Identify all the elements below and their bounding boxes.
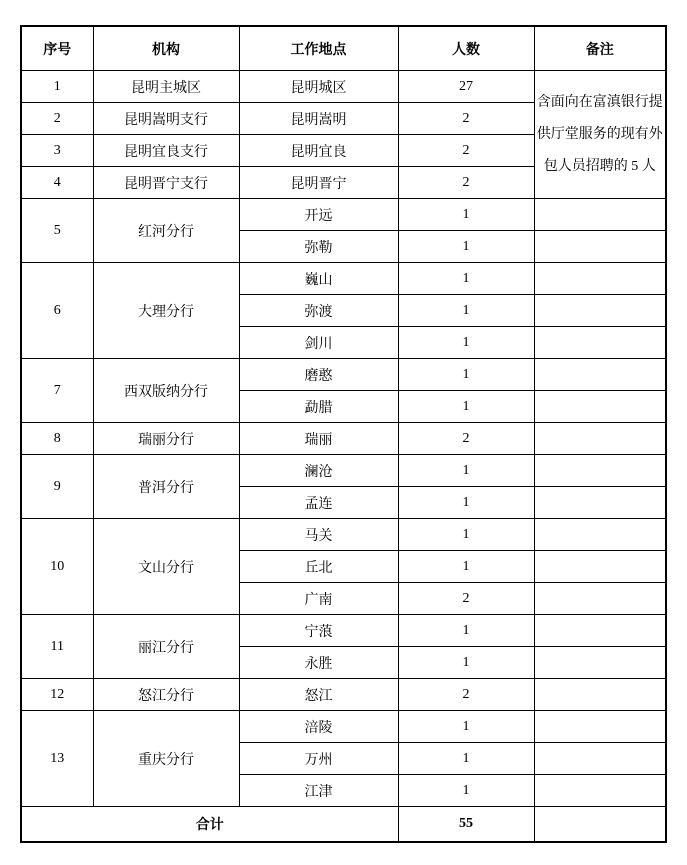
- work-location-cell: 勐腊: [239, 391, 398, 423]
- serial-cell: 2: [21, 103, 93, 135]
- work-location-cell: 磨憨: [239, 359, 398, 391]
- serial-cell: 11: [21, 615, 93, 679]
- headcount-cell: 2: [398, 583, 534, 615]
- table-row: [21, 519, 666, 551]
- work-location-cell: 永胜: [239, 647, 398, 679]
- remark-empty-cell: [534, 199, 666, 231]
- column-header-0: 序号: [21, 26, 93, 71]
- work-location-cell: 弥勒: [239, 231, 398, 263]
- headcount-cell: 1: [398, 551, 534, 583]
- headcount-cell: 1: [398, 519, 534, 551]
- organization-cell: 西双版纳分行: [93, 359, 239, 423]
- headcount-cell: 1: [398, 295, 534, 327]
- remark-empty-cell: [534, 551, 666, 583]
- column-header-3: 人数: [398, 26, 534, 71]
- organization-cell: 昆明宜良支行: [93, 135, 239, 167]
- total-label-cell: 合计: [21, 807, 398, 842]
- headcount-cell: 1: [398, 327, 534, 359]
- headcount-cell: 1: [398, 263, 534, 295]
- headcount-cell: 2: [398, 423, 534, 455]
- headcount-cell: 1: [398, 391, 534, 423]
- organization-cell: 昆明主城区: [93, 71, 239, 103]
- work-location-cell: 昆明宜良: [239, 135, 398, 167]
- remark-empty-cell: [534, 359, 666, 391]
- work-location-cell: 丘北: [239, 551, 398, 583]
- work-location-cell: 马关: [239, 519, 398, 551]
- headcount-cell: 1: [398, 647, 534, 679]
- table-row: [21, 423, 666, 455]
- organization-cell: 大理分行: [93, 263, 239, 359]
- work-location-cell: 涪陵: [239, 711, 398, 743]
- remark-empty-cell: [534, 775, 666, 807]
- remark-empty-cell: [534, 455, 666, 487]
- work-location-cell: 江津: [239, 775, 398, 807]
- headcount-cell: 1: [398, 455, 534, 487]
- organization-cell: 文山分行: [93, 519, 239, 615]
- recruitment-table: [20, 25, 667, 843]
- organization-cell: 怒江分行: [93, 679, 239, 711]
- work-location-cell: 瑞丽: [239, 423, 398, 455]
- organization-cell: 普洱分行: [93, 455, 239, 519]
- table-row: [21, 359, 666, 391]
- organization-cell: 重庆分行: [93, 711, 239, 807]
- headcount-cell: 1: [398, 711, 534, 743]
- remark-empty-cell: [534, 647, 666, 679]
- table-row: [21, 615, 666, 647]
- work-location-cell: 剑川: [239, 327, 398, 359]
- table-header-row: [21, 26, 666, 71]
- headcount-cell: 1: [398, 615, 534, 647]
- work-location-cell: 广南: [239, 583, 398, 615]
- remark-empty-cell: [534, 807, 666, 842]
- work-location-cell: 弥渡: [239, 295, 398, 327]
- work-location-cell: 万州: [239, 743, 398, 775]
- headcount-cell: 1: [398, 231, 534, 263]
- table-row: [21, 711, 666, 743]
- column-header-1: 机构: [93, 26, 239, 71]
- organization-cell: 瑞丽分行: [93, 423, 239, 455]
- headcount-cell: 1: [398, 359, 534, 391]
- table-footer-row: [21, 807, 666, 842]
- serial-cell: 1: [21, 71, 93, 103]
- serial-cell: 8: [21, 423, 93, 455]
- headcount-cell: 2: [398, 103, 534, 135]
- remark-empty-cell: [534, 519, 666, 551]
- serial-cell: 10: [21, 519, 93, 615]
- organization-cell: 丽江分行: [93, 615, 239, 679]
- table-row: [21, 263, 666, 295]
- remark-empty-cell: [534, 263, 666, 295]
- remark-empty-cell: [534, 423, 666, 455]
- organization-cell: 昆明嵩明支行: [93, 103, 239, 135]
- serial-cell: 5: [21, 199, 93, 263]
- work-location-cell: 宁蒗: [239, 615, 398, 647]
- remark-empty-cell: [534, 583, 666, 615]
- serial-cell: 12: [21, 679, 93, 711]
- serial-cell: 3: [21, 135, 93, 167]
- work-location-cell: 开远: [239, 199, 398, 231]
- work-location-cell: 怒江: [239, 679, 398, 711]
- remark-empty-cell: [534, 615, 666, 647]
- serial-cell: 7: [21, 359, 93, 423]
- headcount-cell: 2: [398, 135, 534, 167]
- remark-empty-cell: [534, 295, 666, 327]
- remark-empty-cell: [534, 679, 666, 711]
- work-location-cell: 孟连: [239, 487, 398, 519]
- headcount-cell: 1: [398, 487, 534, 519]
- table-row: [21, 71, 666, 103]
- headcount-cell: 1: [398, 199, 534, 231]
- serial-cell: 4: [21, 167, 93, 199]
- work-location-cell: 澜沧: [239, 455, 398, 487]
- column-header-4: 备注: [534, 26, 666, 71]
- organization-cell: 昆明晋宁支行: [93, 167, 239, 199]
- work-location-cell: 昆明城区: [239, 71, 398, 103]
- total-count-cell: 55: [398, 807, 534, 842]
- work-location-cell: 昆明晋宁: [239, 167, 398, 199]
- remark-empty-cell: [534, 487, 666, 519]
- remark-empty-cell: [534, 743, 666, 775]
- headcount-cell: 2: [398, 167, 534, 199]
- headcount-cell: 1: [398, 743, 534, 775]
- serial-cell: 6: [21, 263, 93, 359]
- recruitment-table-wrapper: [20, 25, 667, 843]
- table-row: [21, 455, 666, 487]
- column-header-2: 工作地点: [239, 26, 398, 71]
- remark-cell: 含面向在富滇银行提供厅堂服务的现有外包人员招聘的 5 人: [534, 71, 666, 199]
- serial-cell: 13: [21, 711, 93, 807]
- table-row: [21, 199, 666, 231]
- serial-cell: 9: [21, 455, 93, 519]
- headcount-cell: 27: [398, 71, 534, 103]
- work-location-cell: 巍山: [239, 263, 398, 295]
- remark-empty-cell: [534, 391, 666, 423]
- remark-empty-cell: [534, 711, 666, 743]
- remark-empty-cell: [534, 327, 666, 359]
- table-row: [21, 679, 666, 711]
- work-location-cell: 昆明嵩明: [239, 103, 398, 135]
- headcount-cell: 2: [398, 679, 534, 711]
- organization-cell: 红河分行: [93, 199, 239, 263]
- remark-empty-cell: [534, 231, 666, 263]
- headcount-cell: 1: [398, 775, 534, 807]
